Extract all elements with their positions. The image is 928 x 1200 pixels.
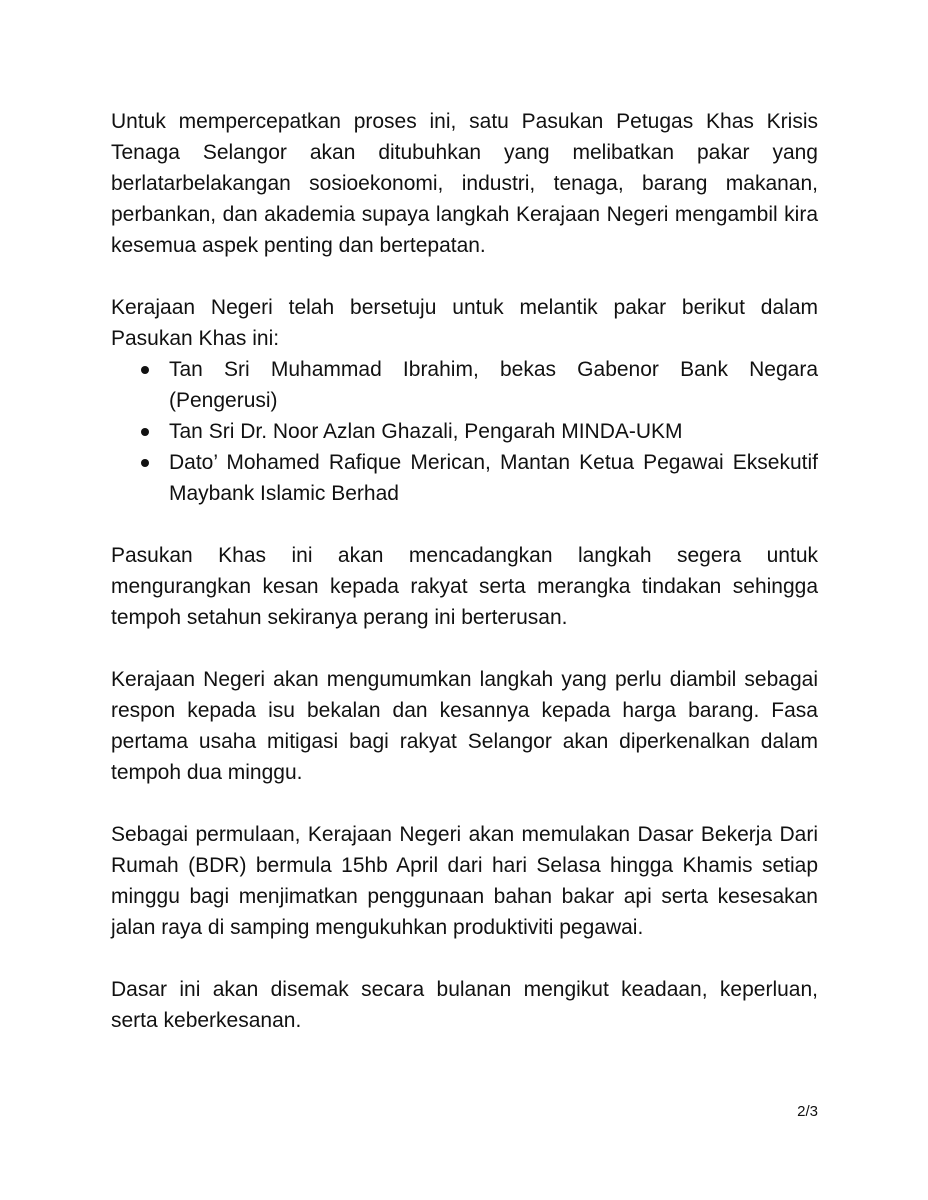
- bullet-icon: [141, 428, 149, 436]
- document-page: [111, 106, 818, 1036]
- paragraph-review: Dasar ini akan disemak secara bulanan mengikut keadaan, keperluan, serta keberkesanan.: [111, 978, 818, 1032]
- paragraph-recommendation: Pasukan Khas ini akan mencadangkan langkah segera untuk mengurangkan kesan kepada rakyat serta merangka tindakan sehingga tempoh setahun sekiranya perang ini berterusan.: [111, 544, 818, 629]
- paragraph-announcement: Kerajaan Negeri akan mengumumkan langkah yang perlu diambil sebagai respon kepada isu bekalan dan kesannya kepada harga barang. Fasa pertama usaha mitigasi bagi rakyat Selangor akan diperkenalkan dalam tempoh dua minggu.: [111, 668, 818, 784]
- page-number: 2/3: [797, 1103, 818, 1120]
- bullet-icon: [141, 459, 149, 467]
- bullet-icon: [141, 366, 149, 374]
- paragraph-task-force: Untuk mempercepatkan proses ini, satu Pasukan Petugas Khas Krisis Tenaga Selangor akan ditubuhkan yang melibatkan pakar yang berlatarbelakangan sosioekonomi, industri, tenaga, barang makanan, perbankan, dan akademia supaya langkah Kerajaan Negeri mengambil kira kesemua aspek penting dan bertepatan.: [111, 110, 818, 257]
- member-text: Tan Sri Dr. Noor Azlan Ghazali, Pengarah MINDA-UKM: [169, 420, 683, 443]
- member-list: [111, 354, 818, 509]
- member-text: Tan Sri Muhammad Ibrahim, bekas Gabenor Bank Negara (Pengerusi): [169, 358, 818, 412]
- list-item: [111, 416, 818, 447]
- paragraph-work-from-home: Sebagai permulaan, Kerajaan Negeri akan memulakan Dasar Bekerja Dari Rumah (BDR) bermula 15hb April dari hari Selasa hingga Khamis setiap minggu bagi menjimatkan penggunaan bahan bakar api serta kesesakan jalan raya di samping mengukuhkan produktiviti pegawai.: [111, 823, 818, 939]
- member-text: Dato’ Mohamed Rafique Merican, Mantan Ketua Pegawai Eksekutif Maybank Islamic Berhad: [169, 451, 818, 505]
- list-item: [111, 447, 818, 509]
- list-item: [111, 354, 818, 416]
- paragraph-appointment: Kerajaan Negeri telah bersetuju untuk melantik pakar berikut dalam Pasukan Khas ini:: [111, 296, 818, 350]
